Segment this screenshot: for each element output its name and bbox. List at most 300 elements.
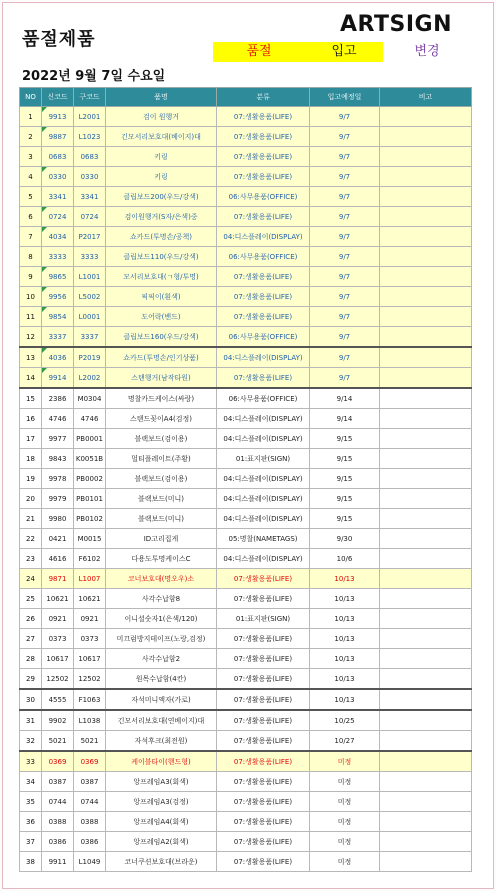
cell-old-code: K0051B <box>74 449 106 469</box>
cell-product-name: 클립보드110(우드/강색) <box>106 247 217 267</box>
cell-old-code: 10621 <box>74 589 106 609</box>
table-row <box>20 529 472 549</box>
cell-category: 06:사무용품(OFFICE) <box>217 247 310 267</box>
cell-old-code: PB0002 <box>74 469 106 489</box>
cell-product-name: 블랙보드(검이용) <box>106 429 217 449</box>
cell-category: 06:사무용품(OFFICE) <box>217 388 310 409</box>
cell-product-name: 쇼카드(투명손/공책) <box>106 227 217 247</box>
table-row <box>20 629 472 649</box>
cell-product-name: 검이 원행거 <box>106 107 217 127</box>
status-soldout-label: 품절 <box>213 42 305 62</box>
cell-category: 07:생활용품(LIFE) <box>217 751 310 772</box>
table-row <box>20 569 472 589</box>
cell-note <box>380 852 472 872</box>
cell-restock-date: 10/13 <box>310 629 380 649</box>
cell-product-name: 블랙보드(미니) <box>106 489 217 509</box>
cell-product-name: 미끄럼방지테이프(노랑,검정) <box>106 629 217 649</box>
cell-product-name: 앙프레임A3(검정) <box>106 792 217 812</box>
cell-category: 01:표지판(SIGN) <box>217 449 310 469</box>
cell-note <box>380 689 472 710</box>
cell-new-code: 3333 <box>42 247 74 267</box>
cell-new-code: 2386 <box>42 388 74 409</box>
cell-old-code: P2019 <box>74 347 106 368</box>
col-header-category: 분류 <box>217 88 310 107</box>
table-row <box>20 589 472 609</box>
cell-old-code: L1049 <box>74 852 106 872</box>
cell-note <box>380 609 472 629</box>
cell-new-code: 0373 <box>42 629 74 649</box>
cell-category: 07:생활용품(LIFE) <box>217 852 310 872</box>
table-row <box>20 669 472 690</box>
cell-category: 07:생활용품(LIFE) <box>217 669 310 690</box>
cell-product-name: 코너쿠션보호대(브라운) <box>106 852 217 872</box>
cell-category: 07:생활용품(LIFE) <box>217 649 310 669</box>
status-changed-label: 변경 <box>383 42 471 62</box>
cell-product-name: 도어락(밴드) <box>106 307 217 327</box>
cell-no: 29 <box>20 669 42 690</box>
cell-new-code: 9843 <box>42 449 74 469</box>
cell-no: 24 <box>20 569 42 589</box>
cell-no: 21 <box>20 509 42 529</box>
cell-no: 27 <box>20 629 42 649</box>
cell-product-name: 스탠드꽂이A4(검정) <box>106 409 217 429</box>
cell-old-code: 0373 <box>74 629 106 649</box>
cell-product-name: 명찰카드케이스(싸랑) <box>106 388 217 409</box>
cell-new-code: 3341 <box>42 187 74 207</box>
cell-category: 07:생활용품(LIFE) <box>217 629 310 649</box>
cell-note <box>380 832 472 852</box>
page-title: 품절제품 <box>22 29 96 50</box>
cell-new-code: 5021 <box>42 731 74 752</box>
cell-old-code: 0744 <box>74 792 106 812</box>
cell-new-code: 9977 <box>42 429 74 449</box>
cell-note <box>380 772 472 792</box>
cell-no: 37 <box>20 832 42 852</box>
table-row <box>20 347 472 368</box>
cell-product-name: 모서리보호대(ㄱ형/투명) <box>106 267 217 287</box>
cell-new-code: 4036 <box>42 347 74 368</box>
cell-product-name: 검이원행거(S자/은색)중 <box>106 207 217 227</box>
cell-old-code: 0683 <box>74 147 106 167</box>
cell-restock-date: 9/7 <box>310 127 380 147</box>
cell-category: 04:디스플레이(DISPLAY) <box>217 549 310 569</box>
cell-old-code: PB0101 <box>74 489 106 509</box>
cell-old-code: 0369 <box>74 751 106 772</box>
table-row <box>20 368 472 389</box>
brand-logo: ARTSIGN <box>340 12 452 37</box>
table-row <box>20 207 472 227</box>
cell-category: 07:생활용품(LIFE) <box>217 731 310 752</box>
cell-category: 07:생활용품(LIFE) <box>217 689 310 710</box>
col-header-old-code: 구코드 <box>74 88 106 107</box>
cell-no: 15 <box>20 388 42 409</box>
cell-note <box>380 107 472 127</box>
cell-no: 31 <box>20 710 42 731</box>
cell-product-name: 블랙보드(검이용) <box>106 469 217 489</box>
cell-category: 04:디스플레이(DISPLAY) <box>217 347 310 368</box>
cell-new-code: 4555 <box>42 689 74 710</box>
cell-product-name: 키링 <box>106 147 217 167</box>
cell-no: 3 <box>20 147 42 167</box>
cell-category: 06:사무용품(OFFICE) <box>217 327 310 348</box>
cell-old-code: L1007 <box>74 569 106 589</box>
cell-new-code: 9854 <box>42 307 74 327</box>
cell-old-code: L1023 <box>74 127 106 147</box>
cell-product-name: ID고리집게 <box>106 529 217 549</box>
cell-old-code: 4746 <box>74 409 106 429</box>
cell-product-name: 자석미니액자(가로) <box>106 689 217 710</box>
cell-restock-date: 10/27 <box>310 731 380 752</box>
cell-note <box>380 287 472 307</box>
cell-no: 10 <box>20 287 42 307</box>
cell-old-code: F6102 <box>74 549 106 569</box>
cell-no: 5 <box>20 187 42 207</box>
cell-old-code: 3333 <box>74 247 106 267</box>
cell-category: 04:디스플레이(DISPLAY) <box>217 509 310 529</box>
table-row <box>20 227 472 247</box>
cell-product-name: 픽픽이(흰색) <box>106 287 217 307</box>
cell-product-name: 앙프레임A4(회색) <box>106 812 217 832</box>
cell-old-code: 0330 <box>74 167 106 187</box>
cell-category: 07:생활용품(LIFE) <box>217 267 310 287</box>
cell-product-name: 클립보드160(우드/강색) <box>106 327 217 348</box>
cell-note <box>380 569 472 589</box>
cell-category: 07:생활용품(LIFE) <box>217 207 310 227</box>
cell-no: 38 <box>20 852 42 872</box>
cell-old-code: L2001 <box>74 107 106 127</box>
table-row <box>20 307 472 327</box>
cell-product-name: 코너보호대(명오우)소 <box>106 569 217 589</box>
cell-restock-date: 9/7 <box>310 368 380 389</box>
cell-note <box>380 167 472 187</box>
cell-restock-date: 10/13 <box>310 649 380 669</box>
cell-note <box>380 669 472 690</box>
cell-category: 04:디스플레이(DISPLAY) <box>217 429 310 449</box>
cell-old-code: PB0102 <box>74 509 106 529</box>
cell-restock-date: 9/15 <box>310 469 380 489</box>
cell-no: 35 <box>20 792 42 812</box>
col-header-product-name: 품명 <box>106 88 217 107</box>
cell-category: 07:생활용품(LIFE) <box>217 710 310 731</box>
cell-new-code: 9956 <box>42 287 74 307</box>
cell-product-name: 사각수납함8 <box>106 589 217 609</box>
cell-no: 18 <box>20 449 42 469</box>
cell-old-code: F1063 <box>74 689 106 710</box>
table-row <box>20 731 472 752</box>
table-header-row <box>20 88 472 107</box>
cell-product-name: 긴모서리보호대(연베이지)대 <box>106 710 217 731</box>
cell-restock-date: 9/7 <box>310 287 380 307</box>
cell-no: 32 <box>20 731 42 752</box>
col-header-note: 비고 <box>380 88 472 107</box>
cell-restock-date: 미정 <box>310 832 380 852</box>
table-row <box>20 469 472 489</box>
table-row <box>20 409 472 429</box>
table-row <box>20 267 472 287</box>
cell-no: 12 <box>20 327 42 348</box>
cell-old-code: L2002 <box>74 368 106 389</box>
cell-category: 07:생활용품(LIFE) <box>217 772 310 792</box>
table-row <box>20 832 472 852</box>
cell-product-name: 클립보드200(우드/강색) <box>106 187 217 207</box>
cell-note <box>380 792 472 812</box>
cell-no: 9 <box>20 267 42 287</box>
cell-new-code: 9980 <box>42 509 74 529</box>
cell-note <box>380 388 472 409</box>
table-row <box>20 772 472 792</box>
table-row <box>20 107 472 127</box>
table-row <box>20 792 472 812</box>
cell-no: 30 <box>20 689 42 710</box>
table-row <box>20 812 472 832</box>
cell-no: 19 <box>20 469 42 489</box>
cell-old-code: P2017 <box>74 227 106 247</box>
cell-note <box>380 187 472 207</box>
table-row <box>20 852 472 872</box>
col-header-no: NO <box>20 88 42 107</box>
cell-old-code: 0921 <box>74 609 106 629</box>
cell-category: 07:생활용품(LIFE) <box>217 307 310 327</box>
cell-note <box>380 247 472 267</box>
cell-new-code: 0921 <box>42 609 74 629</box>
cell-product-name: 멀티플레이트(주황) <box>106 449 217 469</box>
cell-restock-date: 9/7 <box>310 247 380 267</box>
cell-product-name: 블랙보드(미니) <box>106 509 217 529</box>
cell-old-code: L1001 <box>74 267 106 287</box>
cell-product-name: 다용도투명케이스C <box>106 549 217 569</box>
table-row <box>20 449 472 469</box>
cell-old-code: L1038 <box>74 710 106 731</box>
cell-category: 04:디스플레이(DISPLAY) <box>217 409 310 429</box>
cell-old-code: 3341 <box>74 187 106 207</box>
cell-category: 07:생활용품(LIFE) <box>217 589 310 609</box>
cell-no: 26 <box>20 609 42 629</box>
cell-category: 07:생활용품(LIFE) <box>217 368 310 389</box>
soldout-table <box>19 87 472 872</box>
cell-old-code: 0388 <box>74 812 106 832</box>
cell-restock-date: 9/7 <box>310 307 380 327</box>
cell-note <box>380 449 472 469</box>
cell-no: 13 <box>20 347 42 368</box>
cell-new-code: 3337 <box>42 327 74 348</box>
cell-note <box>380 629 472 649</box>
cell-restock-date: 9/15 <box>310 509 380 529</box>
cell-old-code: L5002 <box>74 287 106 307</box>
cell-category: 07:생활용품(LIFE) <box>217 107 310 127</box>
cell-new-code: 0388 <box>42 812 74 832</box>
cell-new-code: 9865 <box>42 267 74 287</box>
cell-category: 07:생활용품(LIFE) <box>217 147 310 167</box>
cell-new-code: 0683 <box>42 147 74 167</box>
cell-product-name: 케이블타이(핸드형) <box>106 751 217 772</box>
cell-old-code: M0015 <box>74 529 106 549</box>
cell-new-code: 9913 <box>42 107 74 127</box>
cell-product-name: 이니셜숫자1(은색/120) <box>106 609 217 629</box>
cell-note <box>380 327 472 348</box>
cell-new-code: 0421 <box>42 529 74 549</box>
cell-restock-date: 10/13 <box>310 589 380 609</box>
cell-product-name: 키링 <box>106 167 217 187</box>
cell-old-code: 0724 <box>74 207 106 227</box>
report-date: 2022년 9월 7일 수요일 <box>22 69 166 84</box>
cell-new-code: 12502 <box>42 669 74 690</box>
cell-restock-date: 9/7 <box>310 147 380 167</box>
cell-note <box>380 409 472 429</box>
cell-note <box>380 207 472 227</box>
cell-no: 36 <box>20 812 42 832</box>
cell-restock-date: 9/14 <box>310 388 380 409</box>
cell-note <box>380 731 472 752</box>
table-row <box>20 710 472 731</box>
cell-no: 25 <box>20 589 42 609</box>
cell-no: 23 <box>20 549 42 569</box>
cell-product-name: 자석후크(최전원) <box>106 731 217 752</box>
cell-note <box>380 549 472 569</box>
cell-note <box>380 529 472 549</box>
cell-new-code: 9911 <box>42 852 74 872</box>
cell-restock-date: 10/13 <box>310 669 380 690</box>
cell-old-code: 0386 <box>74 832 106 852</box>
cell-new-code: 9871 <box>42 569 74 589</box>
cell-restock-date: 9/7 <box>310 187 380 207</box>
cell-product-name: 사각수납함2 <box>106 649 217 669</box>
cell-note <box>380 147 472 167</box>
cell-note <box>380 509 472 529</box>
cell-restock-date: 9/15 <box>310 489 380 509</box>
cell-restock-date: 9/14 <box>310 409 380 429</box>
cell-note <box>380 489 472 509</box>
table-row <box>20 127 472 147</box>
cell-new-code: 0386 <box>42 832 74 852</box>
cell-restock-date: 10/13 <box>310 689 380 710</box>
cell-product-name: 쇼카드(투명손/인기상품) <box>106 347 217 368</box>
table-row <box>20 689 472 710</box>
cell-product-name: 긴모서리보호대(베이지)대 <box>106 127 217 147</box>
cell-new-code: 0387 <box>42 772 74 792</box>
table-row <box>20 327 472 348</box>
cell-restock-date: 9/7 <box>310 267 380 287</box>
cell-no: 4 <box>20 167 42 187</box>
cell-restock-date: 10/25 <box>310 710 380 731</box>
col-header-restock-date: 입고예정일 <box>310 88 380 107</box>
table-row <box>20 549 472 569</box>
cell-old-code: 12502 <box>74 669 106 690</box>
cell-no: 17 <box>20 429 42 449</box>
table-row <box>20 388 472 409</box>
cell-note <box>380 751 472 772</box>
table-row <box>20 429 472 449</box>
table-row <box>20 247 472 267</box>
cell-category: 07:생활용품(LIFE) <box>217 167 310 187</box>
cell-restock-date: 9/7 <box>310 207 380 227</box>
cell-restock-date: 9/15 <box>310 429 380 449</box>
cell-note <box>380 429 472 449</box>
cell-restock-date: 10/6 <box>310 549 380 569</box>
cell-product-name: 앙프레임A2(회색) <box>106 832 217 852</box>
cell-product-name: 스탠행거(남작타원) <box>106 368 217 389</box>
cell-category: 07:생활용품(LIFE) <box>217 569 310 589</box>
table-row <box>20 489 472 509</box>
status-incoming-label: 입고 <box>305 42 383 62</box>
cell-new-code: 9978 <box>42 469 74 489</box>
table-row <box>20 187 472 207</box>
cell-old-code: 10617 <box>74 649 106 669</box>
cell-note <box>380 812 472 832</box>
table-row <box>20 609 472 629</box>
cell-restock-date: 미정 <box>310 852 380 872</box>
cell-old-code: PB0001 <box>74 429 106 449</box>
cell-category: 07:생활용품(LIFE) <box>217 832 310 852</box>
cell-note <box>380 649 472 669</box>
cell-category: 07:생활용품(LIFE) <box>217 792 310 812</box>
cell-category: 01:표지판(SIGN) <box>217 609 310 629</box>
cell-category: 04:디스플레이(DISPLAY) <box>217 469 310 489</box>
cell-new-code: 0369 <box>42 751 74 772</box>
cell-restock-date: 미정 <box>310 812 380 832</box>
cell-restock-date: 10/13 <box>310 569 380 589</box>
cell-restock-date: 9/7 <box>310 167 380 187</box>
cell-note <box>380 368 472 389</box>
cell-restock-date: 9/7 <box>310 107 380 127</box>
cell-restock-date: 미정 <box>310 792 380 812</box>
cell-restock-date: 9/7 <box>310 347 380 368</box>
cell-no: 20 <box>20 489 42 509</box>
cell-new-code: 4616 <box>42 549 74 569</box>
cell-new-code: 4746 <box>42 409 74 429</box>
cell-new-code: 9914 <box>42 368 74 389</box>
col-header-new-code: 신코드 <box>42 88 74 107</box>
cell-no: 34 <box>20 772 42 792</box>
cell-restock-date: 9/7 <box>310 327 380 348</box>
cell-restock-date: 미정 <box>310 751 380 772</box>
cell-no: 1 <box>20 107 42 127</box>
table-row <box>20 287 472 307</box>
table-row <box>20 751 472 772</box>
cell-old-code: M0304 <box>74 388 106 409</box>
cell-note <box>380 347 472 368</box>
cell-new-code: 4034 <box>42 227 74 247</box>
cell-restock-date: 9/7 <box>310 227 380 247</box>
cell-category: 07:생활용품(LIFE) <box>217 812 310 832</box>
cell-category: 06:사무용품(OFFICE) <box>217 187 310 207</box>
cell-new-code: 0744 <box>42 792 74 812</box>
cell-no: 2 <box>20 127 42 147</box>
cell-no: 33 <box>20 751 42 772</box>
cell-note <box>380 227 472 247</box>
cell-no: 28 <box>20 649 42 669</box>
cell-new-code: 10617 <box>42 649 74 669</box>
cell-no: 22 <box>20 529 42 549</box>
cell-new-code: 9902 <box>42 710 74 731</box>
cell-category: 04:디스플레이(DISPLAY) <box>217 227 310 247</box>
cell-note <box>380 127 472 147</box>
cell-product-name: 원목수납함(4칸) <box>106 669 217 690</box>
cell-note <box>380 307 472 327</box>
cell-old-code: 3337 <box>74 327 106 348</box>
cell-category: 04:디스플레이(DISPLAY) <box>217 489 310 509</box>
cell-no: 14 <box>20 368 42 389</box>
table-row <box>20 649 472 669</box>
cell-new-code: 9979 <box>42 489 74 509</box>
cell-no: 7 <box>20 227 42 247</box>
cell-category: 07:생활용품(LIFE) <box>217 287 310 307</box>
cell-category: 05:명찰(NAMETAGS) <box>217 529 310 549</box>
cell-restock-date: 9/30 <box>310 529 380 549</box>
cell-old-code: 5021 <box>74 731 106 752</box>
cell-new-code: 0330 <box>42 167 74 187</box>
cell-restock-date: 9/15 <box>310 449 380 469</box>
cell-restock-date: 10/13 <box>310 609 380 629</box>
